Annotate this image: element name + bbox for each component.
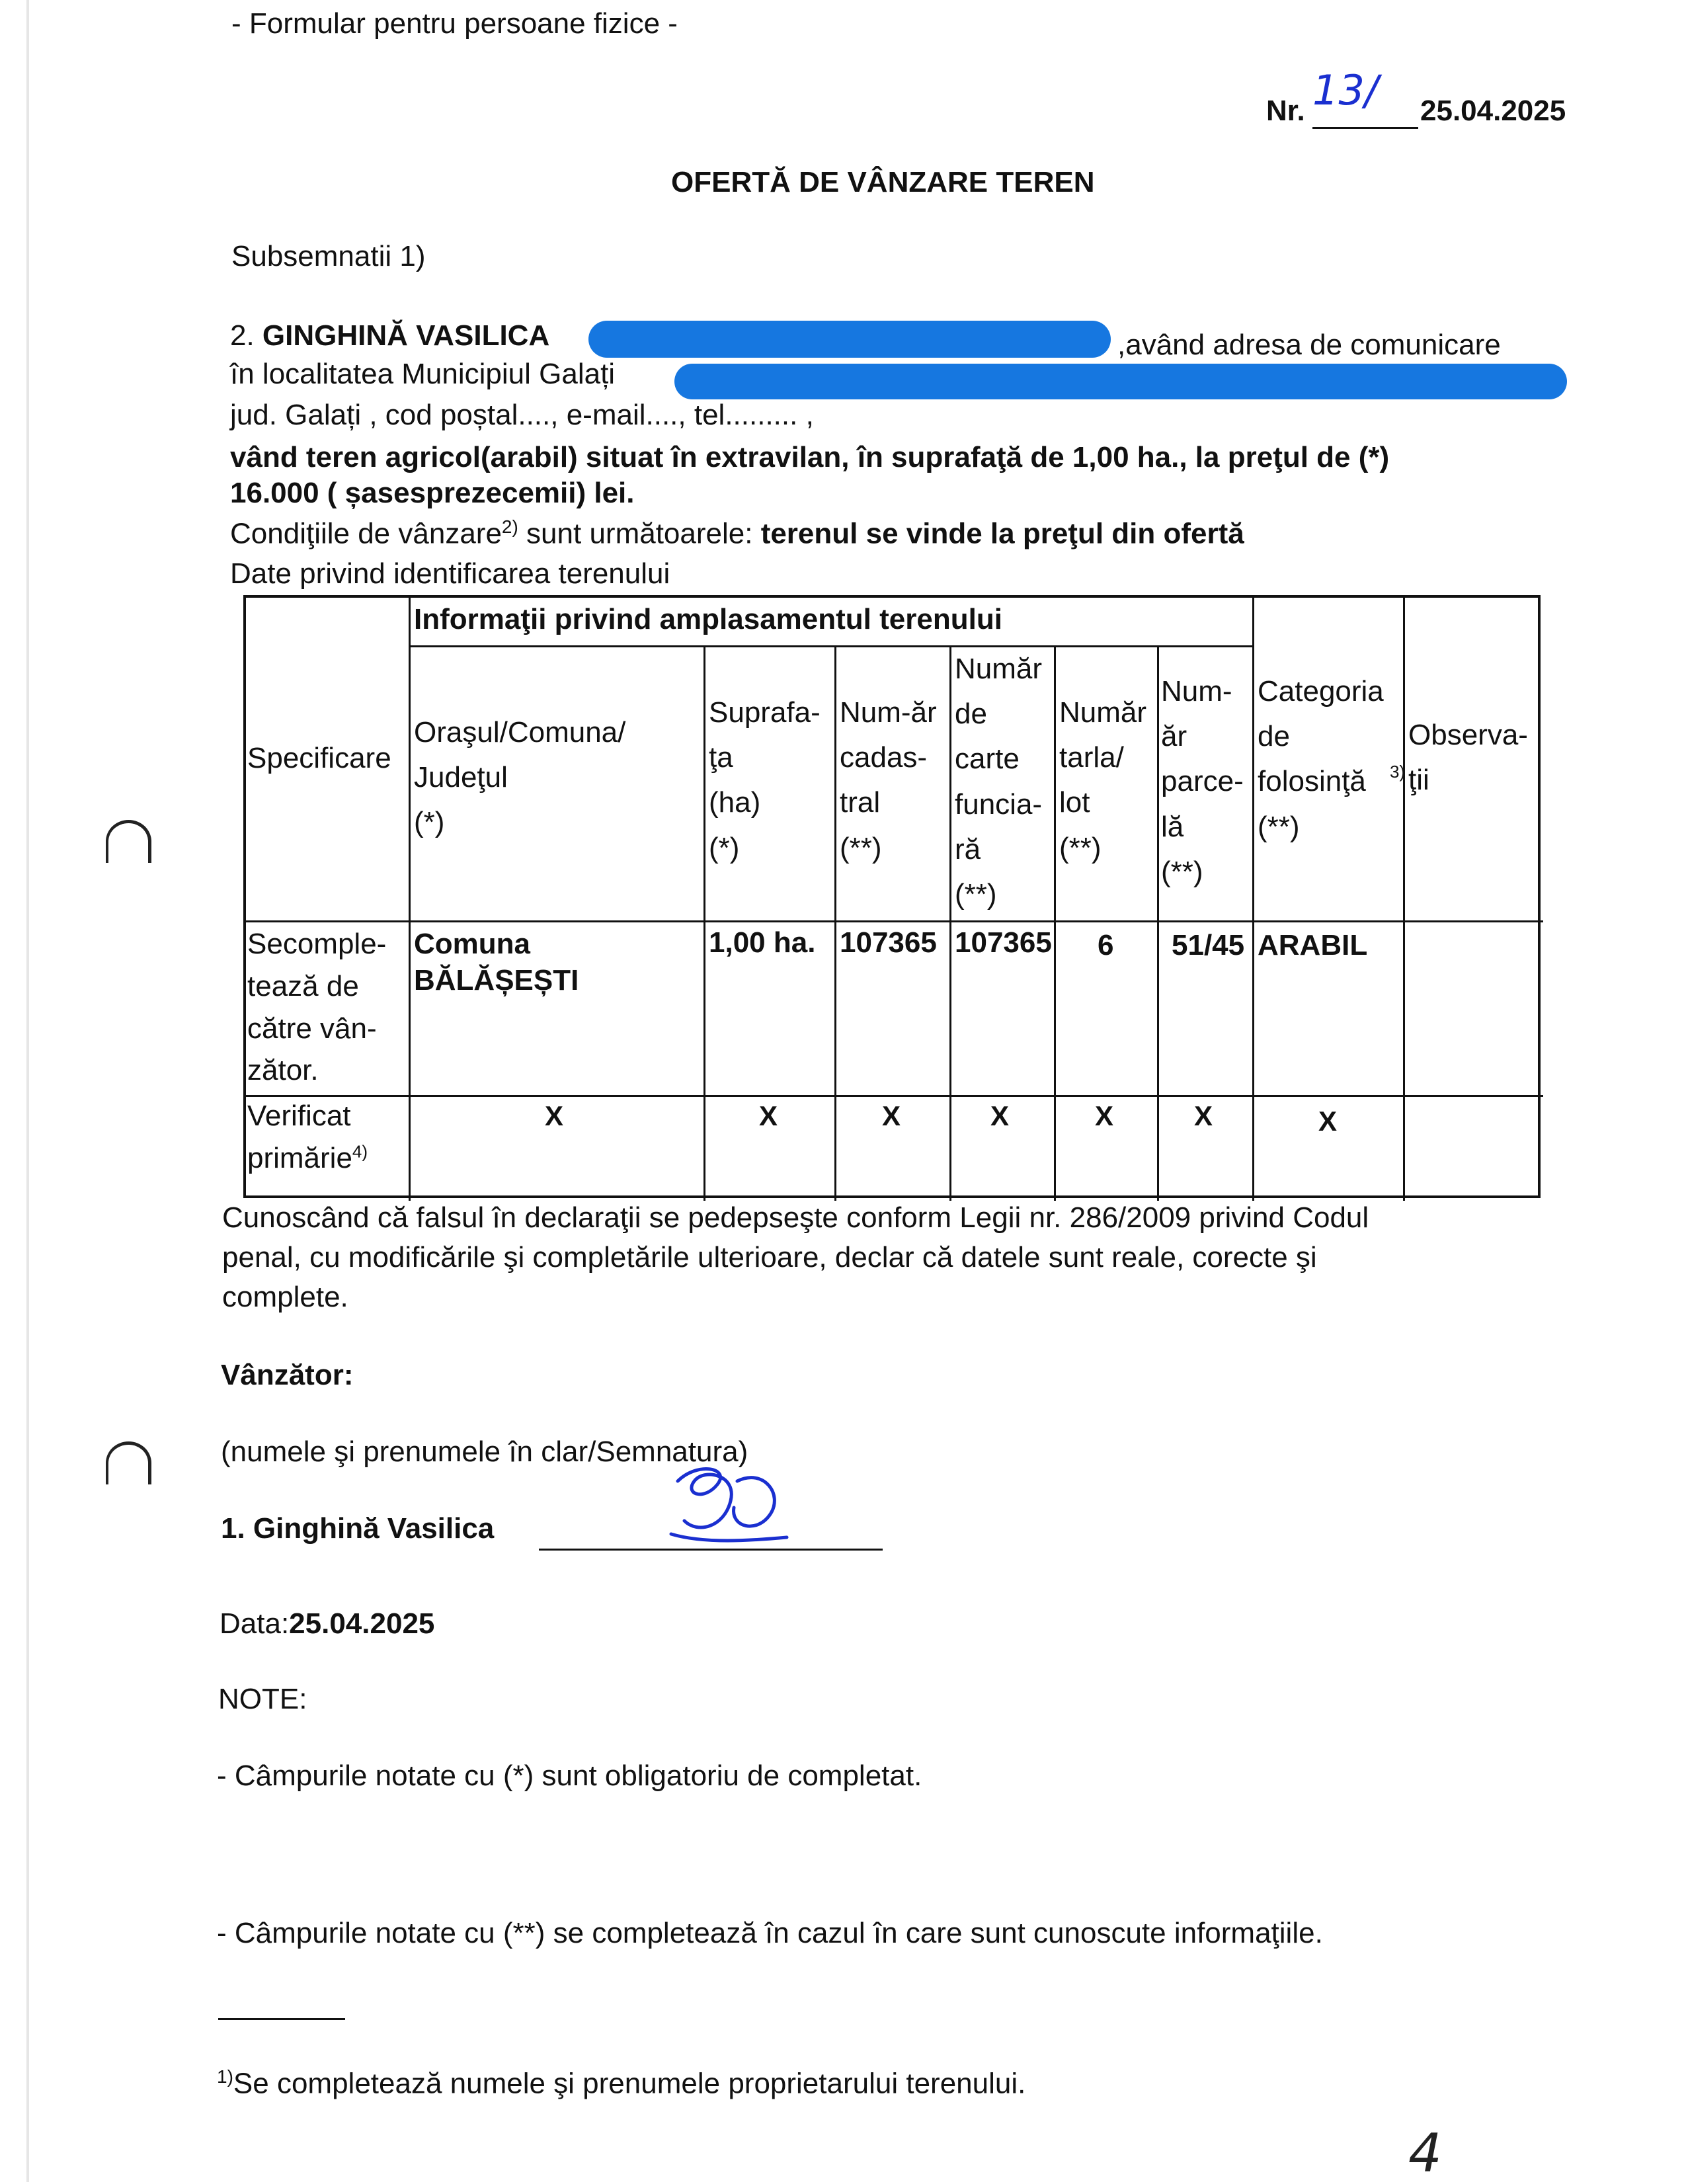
row1-categoria: ARABIL [1258, 929, 1368, 961]
row2-mark-parcela: X [1194, 1100, 1213, 1131]
col-carte: Număr de carte funcia- ră (**) [955, 653, 1043, 910]
footnote-text: Se completează numele şi prenumele proprietarului terenului. [233, 2067, 1026, 2100]
group-header: Informaţii privind amplasamentul terenului [414, 603, 1002, 635]
row2-mark-suprafata: X [759, 1100, 778, 1131]
row2-label-sup: 4) [352, 1141, 368, 1162]
row1-cadastral: 107365 [840, 926, 937, 959]
declaration-line-1: Cunoscând că falsul în declaraţii se pedepseşte conform Legii nr. 286/2009 privind Codul [222, 1201, 1369, 1234]
row2-mark-carte: X [990, 1100, 1010, 1131]
redaction-2 [674, 364, 1567, 399]
row1-parcela: 51/45 [1172, 929, 1245, 961]
col-oras: Oraşul/Comuna/ Judeţul (*) [414, 716, 626, 839]
date-value: 25.04.2025 [289, 1607, 435, 1640]
conditions-line [230, 516, 1244, 551]
land-table [243, 595, 1541, 1198]
row2-mark-tarla: X [1095, 1100, 1114, 1131]
row1-tarla: 6 [1098, 929, 1114, 961]
scan-edge [26, 0, 29, 2182]
footnote-sup: 1) [217, 2066, 233, 2087]
footnote-separator [218, 2018, 345, 2020]
owner-name: GINGHINĂ VASILICA [262, 319, 550, 352]
conditions-value: terenul se vinde la preţul din ofertă [760, 517, 1244, 550]
sale-line-1: vând teren agricol(arabil) situat în extravilan, în suprafaţă de 1,00 ha., la preţul de (*) [230, 441, 1390, 473]
col-cadastral: Num-ăr cadas- tral (**) [840, 696, 937, 864]
row2-mark-oras: X [545, 1100, 564, 1131]
row1-suprafata: 1,00 ha. [709, 926, 816, 959]
nr-underline [1312, 127, 1418, 129]
nr-date: 25.04.2025 [1420, 95, 1566, 127]
col-categoria-text: Categoria de folosinţă (**) [1258, 675, 1384, 843]
page-mark: 4 [1408, 2123, 1442, 2184]
row2-mark-cadastral: X [882, 1100, 901, 1131]
contact-line: jud. Galați , cod poștal...., e-mail...., tel......... , [230, 399, 814, 431]
row2-mark-categoria: X [1318, 1106, 1338, 1137]
punch-hole-bottom [106, 1441, 151, 1484]
notes-title: NOTE: [218, 1683, 307, 1715]
signature-mark [658, 1455, 790, 1560]
seller-name: 1. Ginghină Vasilica [221, 1512, 495, 1545]
seller-name-hint: (numele şi prenumele în clar/Semnatura) [221, 1436, 748, 1468]
address-suffix: ,având adresa de comunicare [1117, 329, 1501, 361]
sale-line-2: 16.000 ( șasesprezecemii) lei. [230, 477, 635, 509]
page-title: OFERTĂ DE VÂNZARE TEREN [671, 166, 1095, 198]
redaction-1 [588, 321, 1111, 358]
conditions-sup: 2) [501, 516, 518, 537]
row2-label-text: Verificat primărie [247, 1100, 352, 1174]
declaration-line-3: complete. [222, 1281, 348, 1313]
conditions-label: Condiţiile de vânzare [230, 517, 502, 550]
identification-label: Date privind identificarea terenului [230, 557, 670, 590]
note-1: - Câmpurile notate cu (*) sunt obligatoriu de completat. [217, 1759, 922, 1792]
col-observatii: Observa- ţii [1408, 719, 1528, 797]
row2-label [247, 1095, 368, 1180]
row1-oras: Comuna BĂLĂȘEȘTI [414, 928, 579, 996]
date-line [220, 1607, 434, 1642]
declaration-line-2: penal, cu modificările şi completările ulterioare, declar că datele sunt reale, corecte şi [222, 1241, 1317, 1274]
col-suprafata: Suprafa- ţa (ha) (*) [709, 696, 821, 864]
locality: în localitatea Municipiul Galați [230, 358, 616, 390]
form-type: - Formular pentru persoane fizice - [231, 7, 678, 40]
col-tarla: Număr tarla/ lot (**) [1059, 696, 1147, 864]
col-categoria-sup: 3) [1390, 762, 1406, 782]
row1-label: Secomple- tează de către vân- zător. [247, 928, 387, 1087]
nr-handwritten: 13/ [1312, 66, 1379, 114]
note-2: - Câmpurile notate cu (**) se completează în cazul în care sunt cunoscute informaţiile. [217, 1917, 1323, 1949]
owner-prefix: 2. [230, 319, 262, 352]
seller-label: Vânzător: [221, 1359, 354, 1391]
conditions-mid: sunt următoarele: [518, 517, 761, 550]
subsemnatii: Subsemnatii 1) [231, 240, 426, 272]
nr-label: Nr. [1266, 95, 1305, 127]
col-categoria [1258, 669, 1384, 850]
date-label: Data: [220, 1607, 290, 1640]
owner-line [230, 319, 549, 354]
row1-carte: 107365 [955, 926, 1052, 959]
footnote [217, 2066, 1025, 2101]
punch-hole-top [106, 820, 151, 863]
col-parcela: Num- ăr parce- lă (**) [1161, 675, 1244, 888]
col-specificare: Specificare [247, 742, 391, 774]
